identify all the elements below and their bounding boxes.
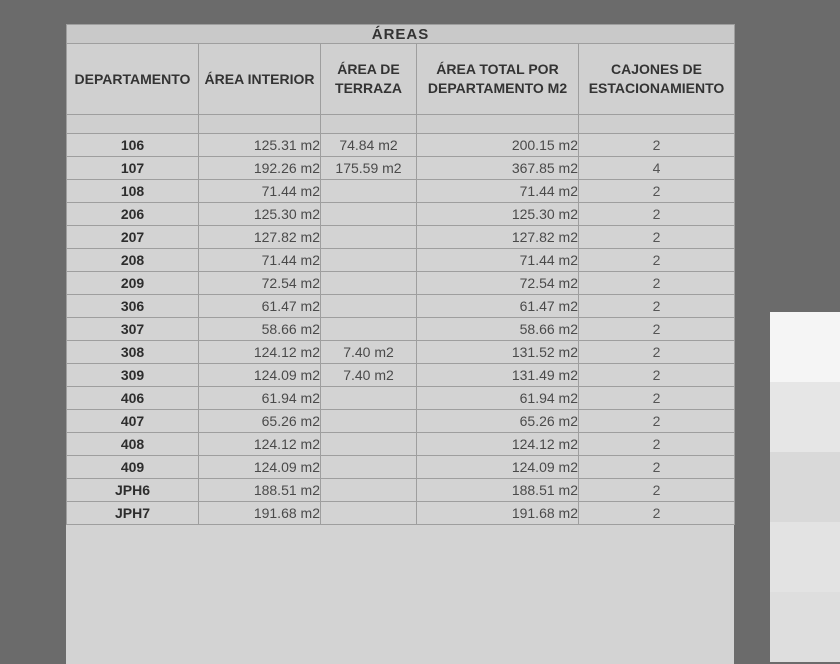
cell-parking: 2 xyxy=(579,433,735,456)
header-total: ÁREA TOTAL POR DEPARTAMENTO M2 xyxy=(417,44,579,115)
cell-dept: 406 xyxy=(67,387,199,410)
cell-total: 72.54 m2 xyxy=(417,272,579,295)
cell-interior: 71.44 m2 xyxy=(199,180,321,203)
cell-total: 191.68 m2 xyxy=(417,502,579,525)
side-panel-block xyxy=(770,382,840,452)
cell-total: 124.12 m2 xyxy=(417,433,579,456)
side-panel xyxy=(770,312,840,630)
cell-dept: 107 xyxy=(67,157,199,180)
cell-total: 124.09 m2 xyxy=(417,456,579,479)
cell-dept: 407 xyxy=(67,410,199,433)
cell-total: 125.30 m2 xyxy=(417,203,579,226)
header-terrace: ÁREA DE TERRAZA xyxy=(321,44,417,115)
side-panel-block xyxy=(770,312,840,382)
cell-parking: 2 xyxy=(579,295,735,318)
side-panel-block xyxy=(770,592,840,662)
cell-terrace: 74.84 m2 xyxy=(321,134,417,157)
cell-total: 188.51 m2 xyxy=(417,479,579,502)
cell-dept: 208 xyxy=(67,249,199,272)
cell-terrace xyxy=(321,387,417,410)
cell-terrace xyxy=(321,295,417,318)
cell-terrace xyxy=(321,272,417,295)
cell-terrace: 7.40 m2 xyxy=(321,341,417,364)
cell-terrace: 175.59 m2 xyxy=(321,157,417,180)
areas-table xyxy=(66,24,735,525)
cell-dept: 307 xyxy=(67,318,199,341)
table-row xyxy=(67,433,735,456)
cell-terrace xyxy=(321,410,417,433)
cell-dept: 207 xyxy=(67,226,199,249)
cell-terrace xyxy=(321,479,417,502)
table-row xyxy=(67,318,735,341)
cell-parking: 2 xyxy=(579,387,735,410)
cell-parking: 2 xyxy=(579,180,735,203)
cell-interior: 71.44 m2 xyxy=(199,249,321,272)
table-row xyxy=(67,387,735,410)
cell-parking: 2 xyxy=(579,203,735,226)
cell-interior: 124.12 m2 xyxy=(199,433,321,456)
areas-sheet xyxy=(66,24,734,664)
cell-dept: 409 xyxy=(67,456,199,479)
cell-total: 71.44 m2 xyxy=(417,249,579,272)
cell-parking: 2 xyxy=(579,479,735,502)
cell-total: 131.49 m2 xyxy=(417,364,579,387)
table-row xyxy=(67,226,735,249)
header-dept: DEPARTAMENTO xyxy=(67,44,199,115)
cell-dept: 309 xyxy=(67,364,199,387)
cell-interior: 192.26 m2 xyxy=(199,157,321,180)
cell-interior: 65.26 m2 xyxy=(199,410,321,433)
cell-interior: 58.66 m2 xyxy=(199,318,321,341)
cell-total: 127.82 m2 xyxy=(417,226,579,249)
cell-interior: 125.30 m2 xyxy=(199,203,321,226)
cell-interior: 124.09 m2 xyxy=(199,364,321,387)
cell-parking: 2 xyxy=(579,272,735,295)
cell-terrace xyxy=(321,203,417,226)
cell-interior: 72.54 m2 xyxy=(199,272,321,295)
cell-parking: 2 xyxy=(579,456,735,479)
table-row xyxy=(67,295,735,318)
cell-total: 58.66 m2 xyxy=(417,318,579,341)
cell-total: 71.44 m2 xyxy=(417,180,579,203)
cell-dept: 306 xyxy=(67,295,199,318)
cell-interior: 191.68 m2 xyxy=(199,502,321,525)
cell-dept: 108 xyxy=(67,180,199,203)
table-row xyxy=(67,341,735,364)
table-row xyxy=(67,479,735,502)
table-row xyxy=(67,134,735,157)
table-row xyxy=(67,249,735,272)
cell-parking: 2 xyxy=(579,318,735,341)
cell-dept: 408 xyxy=(67,433,199,456)
cell-interior: 125.31 m2 xyxy=(199,134,321,157)
cell-total: 65.26 m2 xyxy=(417,410,579,433)
table-row xyxy=(67,203,735,226)
table-row xyxy=(67,410,735,433)
cell-parking: 2 xyxy=(579,134,735,157)
cell-dept: JPH7 xyxy=(67,502,199,525)
cell-parking: 2 xyxy=(579,410,735,433)
cell-terrace xyxy=(321,433,417,456)
cell-interior: 188.51 m2 xyxy=(199,479,321,502)
cell-dept: 206 xyxy=(67,203,199,226)
cell-parking: 2 xyxy=(579,341,735,364)
cell-total: 61.47 m2 xyxy=(417,295,579,318)
cell-total: 367.85 m2 xyxy=(417,157,579,180)
cell-interior: 61.94 m2 xyxy=(199,387,321,410)
table-row xyxy=(67,456,735,479)
cell-terrace: 7.40 m2 xyxy=(321,364,417,387)
header-parking: CAJONES DE ESTACIONAMIENTO xyxy=(579,44,735,115)
cell-terrace xyxy=(321,502,417,525)
table-row xyxy=(67,157,735,180)
cell-parking: 2 xyxy=(579,502,735,525)
table-row xyxy=(67,180,735,203)
cell-parking: 4 xyxy=(579,157,735,180)
cell-parking: 2 xyxy=(579,249,735,272)
cell-interior: 124.12 m2 xyxy=(199,341,321,364)
cell-dept: 106 xyxy=(67,134,199,157)
cell-terrace xyxy=(321,226,417,249)
header-interior: ÁREA INTERIOR xyxy=(199,44,321,115)
cell-dept: 209 xyxy=(67,272,199,295)
cell-terrace xyxy=(321,456,417,479)
side-panel-block xyxy=(770,522,840,592)
cell-terrace xyxy=(321,180,417,203)
cell-total: 131.52 m2 xyxy=(417,341,579,364)
table-row xyxy=(67,364,735,387)
cell-dept: 308 xyxy=(67,341,199,364)
cell-dept: JPH6 xyxy=(67,479,199,502)
cell-parking: 2 xyxy=(579,226,735,249)
cell-total: 61.94 m2 xyxy=(417,387,579,410)
cell-terrace xyxy=(321,249,417,272)
blank-row xyxy=(67,115,735,134)
table-row xyxy=(67,502,735,525)
cell-interior: 127.82 m2 xyxy=(199,226,321,249)
cell-interior: 124.09 m2 xyxy=(199,456,321,479)
table-title: ÁREAS xyxy=(67,25,735,44)
cell-parking: 2 xyxy=(579,364,735,387)
side-panel-block xyxy=(770,452,840,522)
cell-total: 200.15 m2 xyxy=(417,134,579,157)
table-row xyxy=(67,272,735,295)
cell-interior: 61.47 m2 xyxy=(199,295,321,318)
cell-terrace xyxy=(321,318,417,341)
